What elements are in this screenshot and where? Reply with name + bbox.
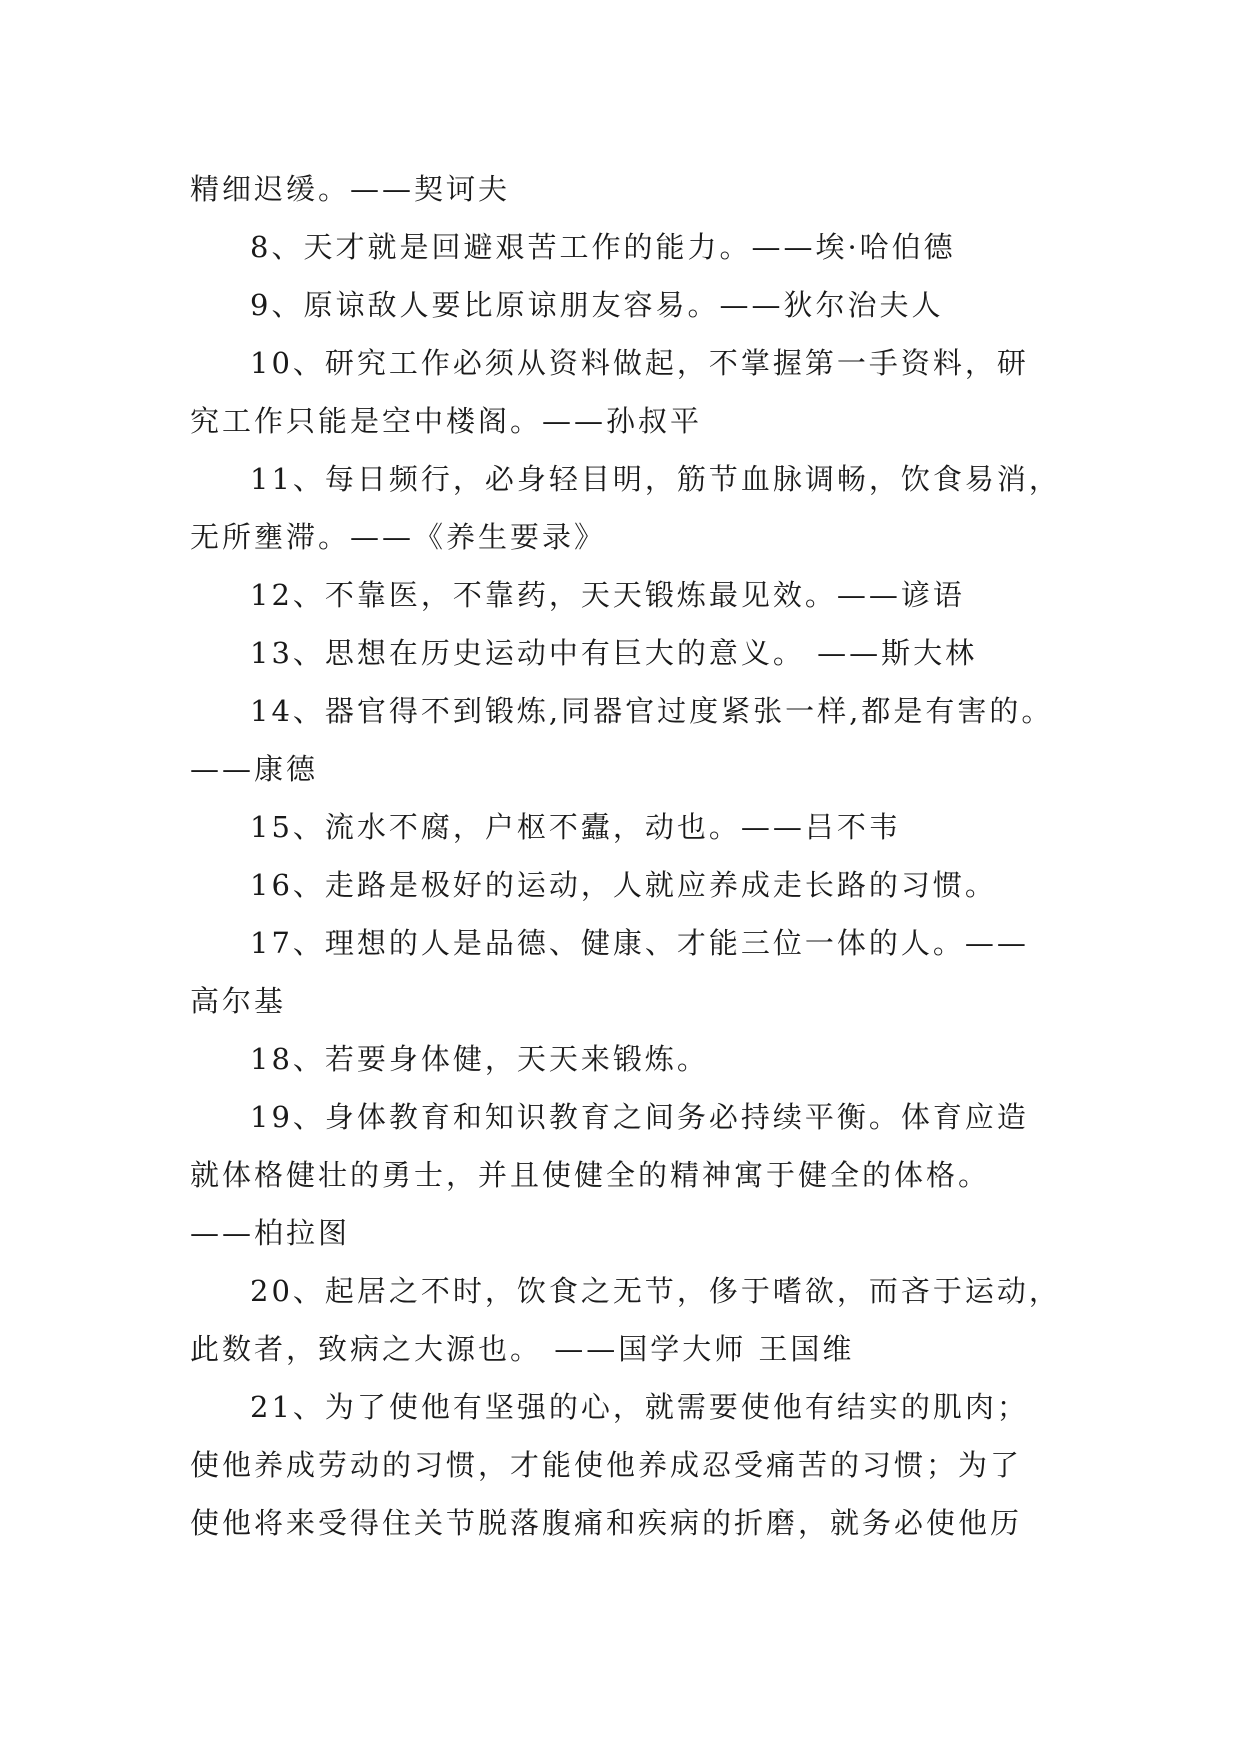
quote-line: 14、器官得不到锻炼,同器官过度紧张一样,都是有害的。	[250, 694, 1054, 728]
quote-line: 11、每日频行，必身轻目明，筋节血脉调畅，饮食易消，	[250, 462, 1061, 496]
text-line: 无所壅滞。——《养生要录》	[190, 520, 607, 554]
text-line: 使他养成劳动的习惯，才能使他养成忍受痛苦的习惯；为了	[190, 1448, 1023, 1482]
quote-line: 10、研究工作必须从资料做起，不掌握第一手资料，研	[250, 346, 1029, 380]
text-line: 就体格健壮的勇士，并且使健全的精神寓于健全的体格。	[190, 1158, 991, 1192]
quote-line: 9、原谅敌人要比原谅朋友容易。——狄尔治夫人	[250, 288, 944, 322]
quote-line: 16、走路是极好的运动，人就应养成走长路的习惯。	[250, 868, 997, 902]
quote-line: 12、不靠医，不靠药，天天锻炼最见效。——谚语	[250, 578, 965, 612]
quote-line: 17、理想的人是品德、健康、才能三位一体的人。——	[250, 926, 1029, 960]
quote-line: 8、天才就是回避艰苦工作的能力。——埃·哈伯德	[250, 230, 956, 264]
text-line: 究工作只能是空中楼阁。——孙叔平	[190, 404, 703, 438]
text-line: 此数者，致病之大源也。 ——国学大师 王国维	[190, 1332, 855, 1366]
text-line: ——康德	[190, 752, 319, 786]
quote-line: 13、思想在历史运动中有巨大的意义。 ——斯大林	[250, 636, 978, 670]
quote-line: 19、身体教育和知识教育之间务必持续平衡。体育应造	[250, 1100, 1029, 1134]
quote-line: 21、为了使他有坚强的心，就需要使他有结实的肌肉；	[250, 1390, 1029, 1424]
quote-line: 20、起居之不时，饮食之无节，侈于嗜欲，而吝于运动，	[250, 1274, 1061, 1308]
text-line: 使他将来受得住关节脱落腹痛和疾病的折磨，就务必使他历	[190, 1506, 1023, 1540]
quote-line: 18、若要身体健，天天来锻炼。	[250, 1042, 709, 1076]
quote-line: 15、流水不腐，户枢不蠹，动也。——吕不韦	[250, 810, 901, 844]
text-line: 精细迟缓。——契诃夫	[190, 172, 511, 206]
text-line: ——柏拉图	[190, 1216, 351, 1250]
text-line: 高尔基	[190, 984, 287, 1018]
document-body	[190, 160, 1061, 1552]
